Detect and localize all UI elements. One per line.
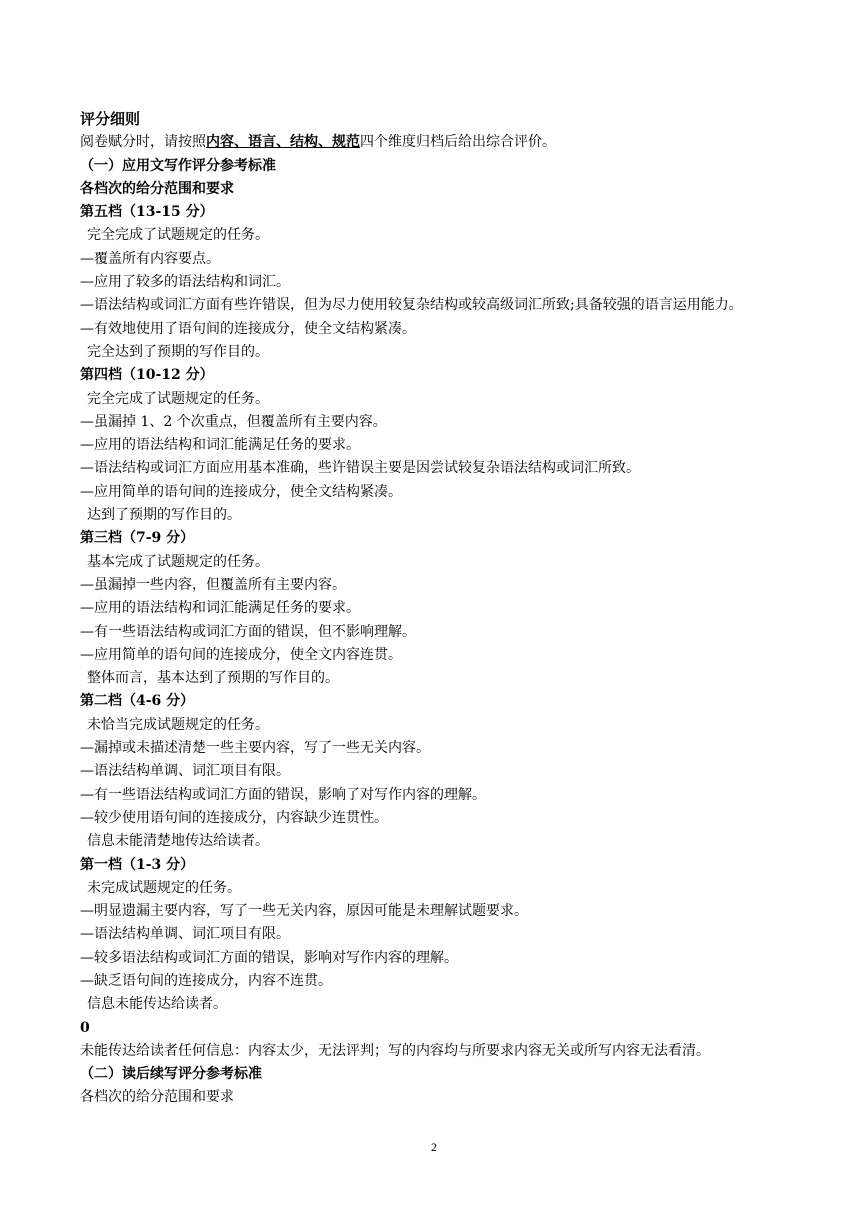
band-line: 整体而言，基本达到了预期的写作目的。	[87, 670, 339, 687]
band-title: 0	[80, 1019, 90, 1036]
band-title: 第三档（7-9 分）	[80, 530, 195, 547]
band-line: —应用简单的语句间的连接成分，使全文内容连贯。	[80, 646, 402, 663]
band-line: —应用的语法结构和词汇能满足任务的要求。	[80, 600, 360, 617]
band-line: 未恰当完成试题规定的任务。	[87, 716, 269, 733]
band-4	[80, 364, 860, 527]
section1-heading: （一）应用文写作评分参考标准	[80, 157, 276, 174]
band-line: —覆盖所有内容要点。	[80, 250, 220, 267]
band-line: —语法结构或词汇方面应用基本准确，些许错误主要是因尝试较复杂语法结构或词汇所致。	[80, 460, 640, 477]
band-line: —缺乏语句间的连接成分，内容不连贯。	[80, 972, 332, 989]
section2-subheading: 各档次的给分范围和要求	[80, 1089, 234, 1106]
band-line: 信息未能传达给读者。	[87, 996, 227, 1013]
page-number: 2	[431, 1140, 437, 1154]
band-line: —语法结构单调、词汇项目有限。	[80, 926, 290, 943]
band-line: —有效地使用了语句间的连接成分，使全文结构紧凑。	[80, 320, 416, 337]
band-line: 未完成试题规定的任务。	[87, 879, 241, 896]
intro-text-before: 阅卷赋分时，请按照	[80, 134, 206, 151]
band-line: —较多语法结构或词汇方面的错误，影响对写作内容的理解。	[80, 949, 458, 966]
band-line: —明显遗漏主要内容，写了一些无关内容，原因可能是未理解试题要求。	[80, 903, 528, 920]
band-line: 达到了预期的写作目的。	[87, 507, 241, 524]
band-line: 完全达到了预期的写作目的。	[87, 343, 269, 360]
section2-heading: （二）读后续写评分参考标准	[80, 1066, 262, 1083]
document-body	[80, 108, 860, 1110]
band-line: —语法结构单调、词汇项目有限。	[80, 763, 290, 780]
band-2	[80, 690, 860, 853]
band-line: —较少使用语句间的连接成分，内容缺少连贯性。	[80, 809, 388, 826]
band-line: 基本完成了试题规定的任务。	[87, 553, 269, 570]
band-title: 第一档（1-3 分）	[80, 856, 195, 873]
band-1	[80, 854, 860, 1017]
band-line: —应用了较多的语法结构和词汇。	[80, 274, 290, 291]
band-line: 完全完成了试题规定的任务。	[87, 390, 269, 407]
intro-emphasis: 内容、语言、结构、规范	[206, 134, 360, 151]
band-0	[80, 1017, 860, 1064]
band-5	[80, 201, 860, 364]
band-3	[80, 527, 860, 690]
band-title: 第二档（4-6 分）	[80, 693, 195, 710]
band-line: —有一些语法结构或词汇方面的错误，但不影响理解。	[80, 623, 416, 640]
band-title: 第四档（10-12 分）	[80, 367, 214, 384]
band-line: —虽漏掉一些内容，但覆盖所有主要内容。	[80, 576, 346, 593]
band-line: —虽漏掉 1、2 个次重点，但覆盖所有主要内容。	[80, 413, 387, 430]
band-line: 信息未能清楚地传达给读者。	[87, 833, 269, 850]
band-line: —应用的语法结构和词汇能满足任务的要求。	[80, 437, 360, 454]
band-line: —语法结构或词汇方面有些许错误，但为尽力使用较复杂结构或较高级词汇所致;具备较强的语言运用能力。	[80, 297, 743, 314]
band-line: —有一些语法结构或词汇方面的错误，影响了对写作内容的理解。	[80, 786, 486, 803]
intro-paragraph	[80, 131, 860, 154]
band-line: 未能传达给读者任何信息：内容太少，无法评判；写的内容均与所要求内容无关或所写内容无法看清。	[80, 1042, 710, 1059]
section1-subheading: 各档次的给分范围和要求	[80, 180, 234, 197]
band-line: —应用简单的语句间的连接成分，使全文结构紧凑。	[80, 483, 402, 500]
intro-text-after: 四个维度归档后给出综合评价。	[360, 134, 556, 151]
band-line: —漏掉或未描述清楚一些主要内容，写了一些无关内容。	[80, 740, 430, 757]
page-title: 评分细则	[80, 110, 141, 128]
band-title: 第五档（13-15 分）	[80, 204, 214, 221]
band-line: 完全完成了试题规定的任务。	[87, 227, 269, 244]
